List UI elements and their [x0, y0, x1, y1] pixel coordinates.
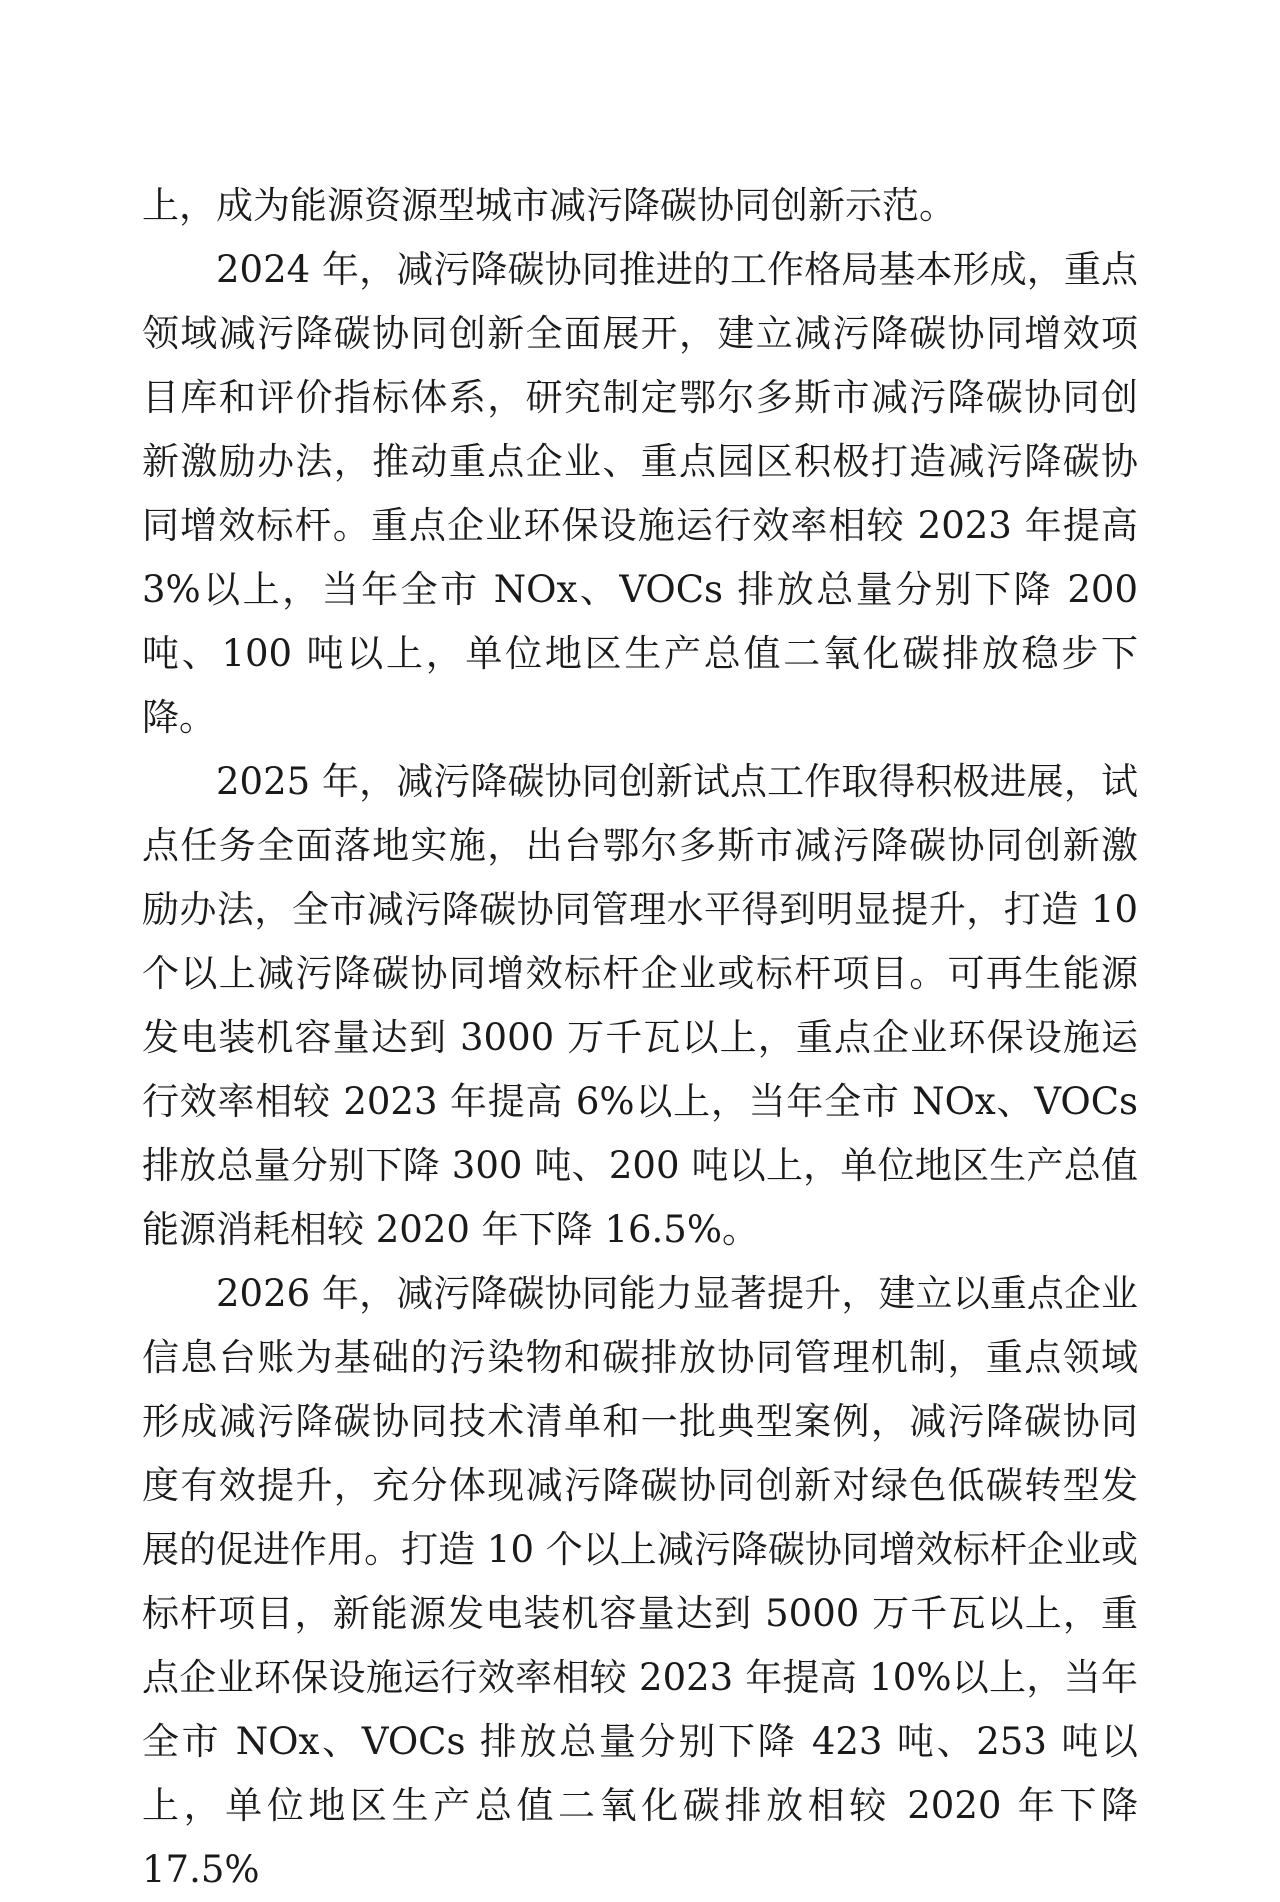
paragraph-2025: 2025 年，减污降碳协同创新试点工作取得积极进展，试点任务全面落地实施，出台鄂尔多斯市减污降碳协同创新激励办法，全市减污降碳协同管理水平得到明显提升，打造 10 个以上减污降碳协同增效标杆企业或标杆项目。可再生能源发电装机容量达到 3000 万千瓦以上，重点企业环保设施运行效率相较 2023 年提高 6%以上，当年全市 NOx、VOCs 排放总量分别下降 300 吨、200 吨以上，单位地区生产总值能源消耗相较 2020 年下降 16.5%。 — [142, 760, 1138, 1251]
paragraph-2024: 2024 年，减污降碳协同推进的工作格局基本形成，重点领域减污降碳协同创新全面展开，建立减污降碳协同增效项目库和评价指标体系，研究制定鄂尔多斯市减污降碳协同创新激励办法，推动重点企业、重点园区积极打造减污降碳协同增效标杆。重点企业环保设施运行效率相较 2023 年提高 3%以上，当年全市 NOx、VOCs 排放总量分别下降 200 吨、100 吨以上，单位地区生产总值二氧化碳排放稳步下降。 — [142, 248, 1138, 739]
paragraph-2026: 2026 年，减污降碳协同能力显著提升，建立以重点企业信息台账为基础的污染物和碳排放协同管理机制，重点领域形成减污降碳协同技术清单和一批典型案例，减污降碳协同度有效提升，充分体现减污降碳协同创新对绿色低碳转型发展的促进作用。打造 10 个以上减污降碳协同增效标杆企业或标杆项目，新能源发电装机容量达到 5000 万千瓦以上，重点企业环保设施运行效率相较 2023 年提高 10%以上，当年全市 NOx、VOCs 排放总量分别下降 423 吨、253 吨以上，单位地区生产总值二氧化碳排放相较 2020 年下降 17.5% — [142, 1272, 1138, 1891]
document-page — [142, 174, 1138, 1902]
paragraph-continuation: 上，成为能源资源型城市减污降碳协同创新示范。 — [142, 184, 956, 227]
